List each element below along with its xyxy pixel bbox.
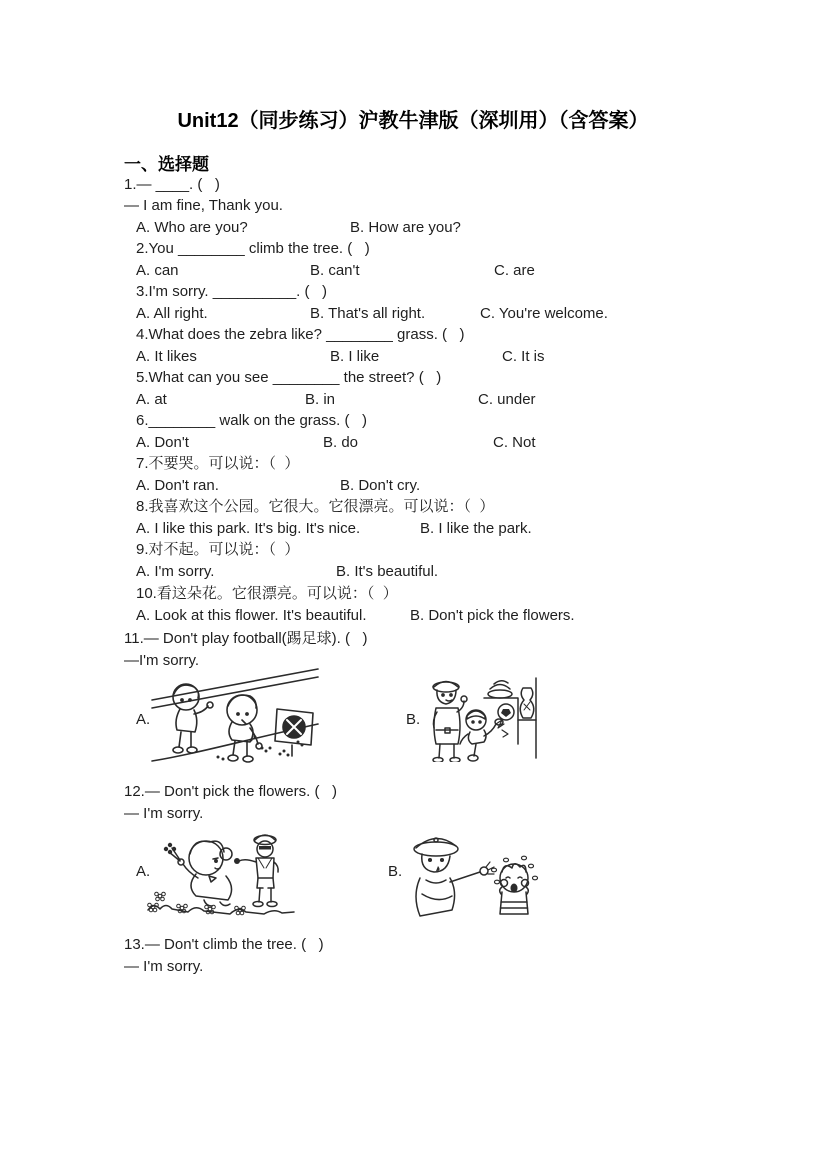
question-3-line-1: 3.I'm sorry. __________. ( ) [136,283,328,300]
question-12-image-b [398,830,548,920]
question-9-option-A: A. I'm sorry. [136,563,215,580]
question-5-line-1: 5.What can you see ________ the street? ( ) [136,369,442,386]
question-5-option-B: B. in [305,391,336,408]
question-8-line-1: 8.我喜欢这个公园。它很大。它很漂亮。可以说：（ ） [136,498,495,515]
question-1-line-1: 1.— ____. ( ) [124,176,220,193]
question-6-option-C: C. Not [493,434,536,451]
question-12-image-a [146,816,296,920]
question-7-options [136,476,420,496]
question-1-line-2: — I am fine, Thank you. [124,197,283,214]
question-7-option-B: B. Don't cry. [340,477,421,494]
question-6-option-A: A. Don't [136,434,189,451]
question-1-options [136,218,461,238]
question-2-options [136,261,535,281]
question-3-option-C: C. You're welcome. [480,305,608,322]
question-4-option-A: A. It likes [136,348,197,365]
question-6-line-1: 6.________ walk on the grass. ( ) [136,412,367,429]
section-header-choice-questions: 一、选择题 [124,155,209,174]
question-12-image-a-label: A. [136,863,151,880]
question-2-option-A: A. can [136,262,179,279]
question-7-line-1: 7.不要哭。可以说：（ ） [136,455,300,472]
question-3-option-B: B. That's all right. [310,305,426,322]
question-5-options [136,390,536,410]
question-9-line-1: 9.对不起。可以说：（ ） [136,541,300,558]
question-8-option-A: A. I like this park. It's big. It's nice. [136,520,361,537]
page-title: Unit12（同步练习）沪教牛津版（深圳用）（含答案） [177,110,649,132]
question-4-options [136,347,545,367]
question-11-image-b-label: B. [406,711,421,728]
question-13-line-1: 13.— Don't climb the tree. ( ) [124,936,324,953]
question-12-line-2: — I'm sorry. [124,805,204,822]
question-11-line-2: —I'm sorry. [124,652,200,669]
question-1-option-B: B. How are you? [350,219,461,236]
question-2-line-1: 2.You ________ climb the tree. ( ) [136,240,370,257]
question-12-image-b-label: B. [388,863,403,880]
question-2-option-B: B. can't [310,262,360,279]
question-10-option-B: B. Don't pick the flowers. [410,607,575,624]
question-11-image-a [150,664,320,764]
question-10-line-1: 10.看这朵花。它很漂亮。可以说：（ ） [136,585,398,602]
question-8-options [136,519,532,539]
question-10-options [136,606,575,626]
question-5-option-A: A. at [136,391,167,408]
question-3-option-A: A. All right. [136,305,208,322]
question-10-option-A: A. Look at this flower. It's beautiful. [136,607,367,624]
question-2-option-C: C. are [494,262,535,279]
question-8-option-B: B. I like the park. [420,520,532,537]
question-13-line-2: — I'm sorry. [124,958,204,975]
question-9-option-B: B. It's beautiful. [336,563,439,580]
question-1-option-A: A. Who are you? [136,219,248,236]
question-9-options [136,562,438,582]
question-4-line-1: 4.What does the zebra like? ________ grass. ( ) [136,326,465,343]
question-6-options [136,433,536,453]
question-12-line-1: 12.— Don't pick the flowers. ( ) [124,783,337,800]
question-7-option-A: A. Don't ran. [136,477,219,494]
question-5-option-C: C. under [478,391,536,408]
question-3-options [136,304,608,324]
question-4-option-B: B. I like [330,348,380,365]
question-11-image-a-label: A. [136,711,151,728]
question-11-image-b [424,674,548,762]
question-6-option-B: B. do [323,434,359,451]
question-4-option-C: C. It is [502,348,545,365]
question-11-line-1: 11.— Don't play football(踢足球). ( ) [124,630,368,647]
